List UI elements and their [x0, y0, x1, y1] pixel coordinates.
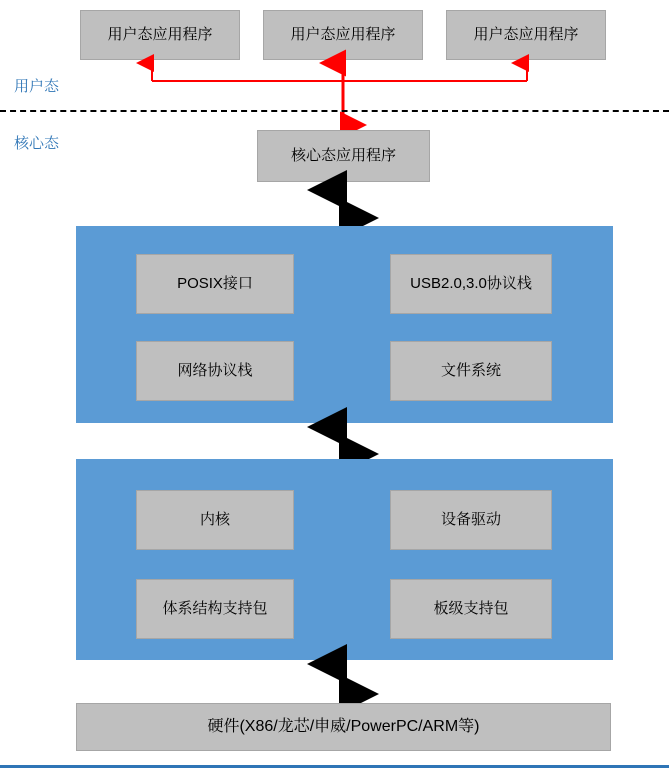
core-block-kernel	[136, 490, 294, 550]
kernel-app-box	[257, 130, 430, 182]
core-block-kernel-label: 内核	[199, 511, 230, 528]
kernel-app-label: 核心态应用程序	[290, 147, 396, 164]
arrow-core-to-hardware	[325, 658, 361, 702]
middleware-block-posix	[136, 254, 294, 314]
kernel-mode-label: 核心态	[14, 135, 60, 152]
core-block-bsp-label: 板级支持包	[433, 600, 509, 617]
mode-divider	[0, 110, 669, 112]
middleware-block-usb-label: USB2.0,3.0协议栈	[410, 275, 532, 292]
user-app-label-1: 用户态应用程序	[107, 26, 213, 43]
core-block-device-driver-label: 设备驱动	[440, 511, 501, 528]
middleware-block-filesystem	[390, 341, 552, 401]
core-block-bsp	[390, 579, 552, 639]
hardware-label: 硬件(X86/龙芯/申威/PowerPC/ARM等)	[207, 718, 480, 736]
bottom-rule	[0, 765, 669, 768]
middleware-block-network	[136, 341, 294, 401]
middleware-block-filesystem-label: 文件系统	[440, 362, 501, 379]
core-block-arch-support	[136, 579, 294, 639]
arrow-middle-to-core	[325, 421, 361, 461]
user-app-box-1	[80, 10, 240, 60]
user-app-label-2: 用户态应用程序	[290, 26, 396, 43]
user-app-box-3	[446, 10, 606, 60]
middleware-block-posix-label: POSIX接口	[177, 275, 253, 292]
middleware-block-network-label: 网络协议栈	[177, 362, 253, 379]
core-block-arch-support-label: 体系结构支持包	[162, 600, 268, 617]
user-app-box-2	[263, 10, 423, 60]
hardware-box	[76, 703, 611, 751]
core-block-device-driver	[390, 490, 552, 550]
user-app-label-3: 用户态应用程序	[473, 26, 579, 43]
red-connector-arrows	[0, 55, 669, 125]
user-mode-label: 用户态	[14, 78, 60, 95]
middleware-block-usb	[390, 254, 552, 314]
arrow-kernelapp-to-middle	[325, 182, 361, 226]
